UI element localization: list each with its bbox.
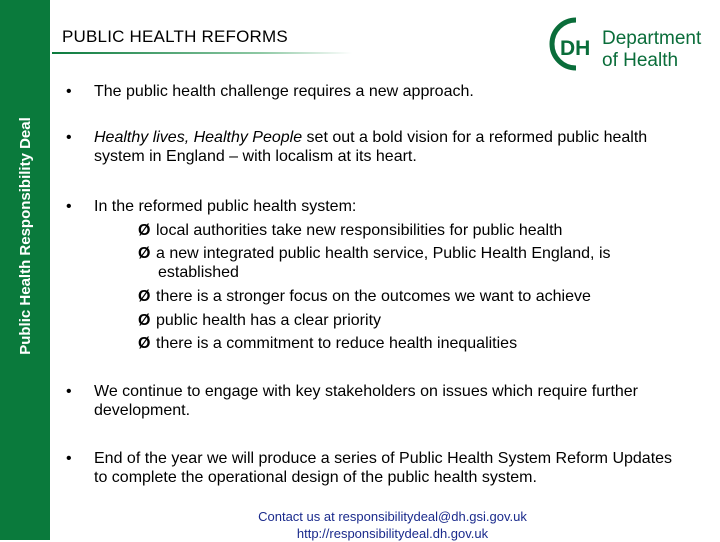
subitem: Ø public health has a clear priority: [138, 312, 382, 329]
bullet-1: •: [66, 83, 72, 100]
item-4-text: We continue to engage with key stakeholders on issues which require further development.: [94, 383, 639, 419]
department-of-health-logo: [540, 12, 710, 72]
sidebar-band: [0, 0, 50, 540]
bullet-4: •: [66, 383, 72, 400]
logo-abbr: DH: [560, 37, 591, 60]
subitem: Ø a new integrated public health service, Public Health England, is: [138, 245, 611, 262]
logo-line-1: Department: [602, 28, 702, 49]
item-2-italic: Healthy lives, Healthy People: [94, 129, 303, 146]
subitem-continuation: established: [158, 264, 239, 281]
subitem: Ø there is a stronger focus on the outcomes we want to achieve: [138, 288, 591, 305]
arrow-icon: Ø: [138, 288, 151, 305]
bullet-5: •: [66, 450, 72, 467]
subitem: Ø there is a commitment to reduce health inequalities: [138, 335, 518, 352]
arrow-icon: Ø: [138, 335, 151, 352]
item-3-text: In the reformed public health system:: [94, 198, 357, 215]
arrow-icon: Ø: [138, 245, 151, 262]
bullet-2: •: [66, 129, 72, 146]
footer-url[interactable]: http://responsibilitydeal.dh.gov.uk: [296, 526, 489, 541]
item-1-text: The public health challenge requires a new approach.: [94, 83, 474, 100]
arrow-icon: Ø: [138, 312, 151, 329]
item-2-rest: set out a bold vision for a reformed public health system in England – with localism at its heart.: [94, 129, 648, 165]
subitem: Ø local authorities take new responsibilities for public health: [138, 222, 563, 239]
footer-contact: Contact us at responsibilitydeal@dh.gsi.gov.uk: [258, 509, 527, 524]
logo-line-2: of Health: [602, 50, 679, 71]
sidebar-label: Public Health Responsibility Deal: [16, 117, 34, 355]
title-underline: [52, 52, 352, 54]
page-title: PUBLIC HEALTH REFORMS: [62, 27, 288, 46]
item-2-text: [94, 128, 684, 166]
bullet-3: •: [66, 198, 72, 215]
arrow-icon: Ø: [138, 222, 151, 239]
item-5-text: End of the year we will produce a series of Public Health System Reform Updates to complete the operational design of the public health system.: [94, 450, 673, 486]
